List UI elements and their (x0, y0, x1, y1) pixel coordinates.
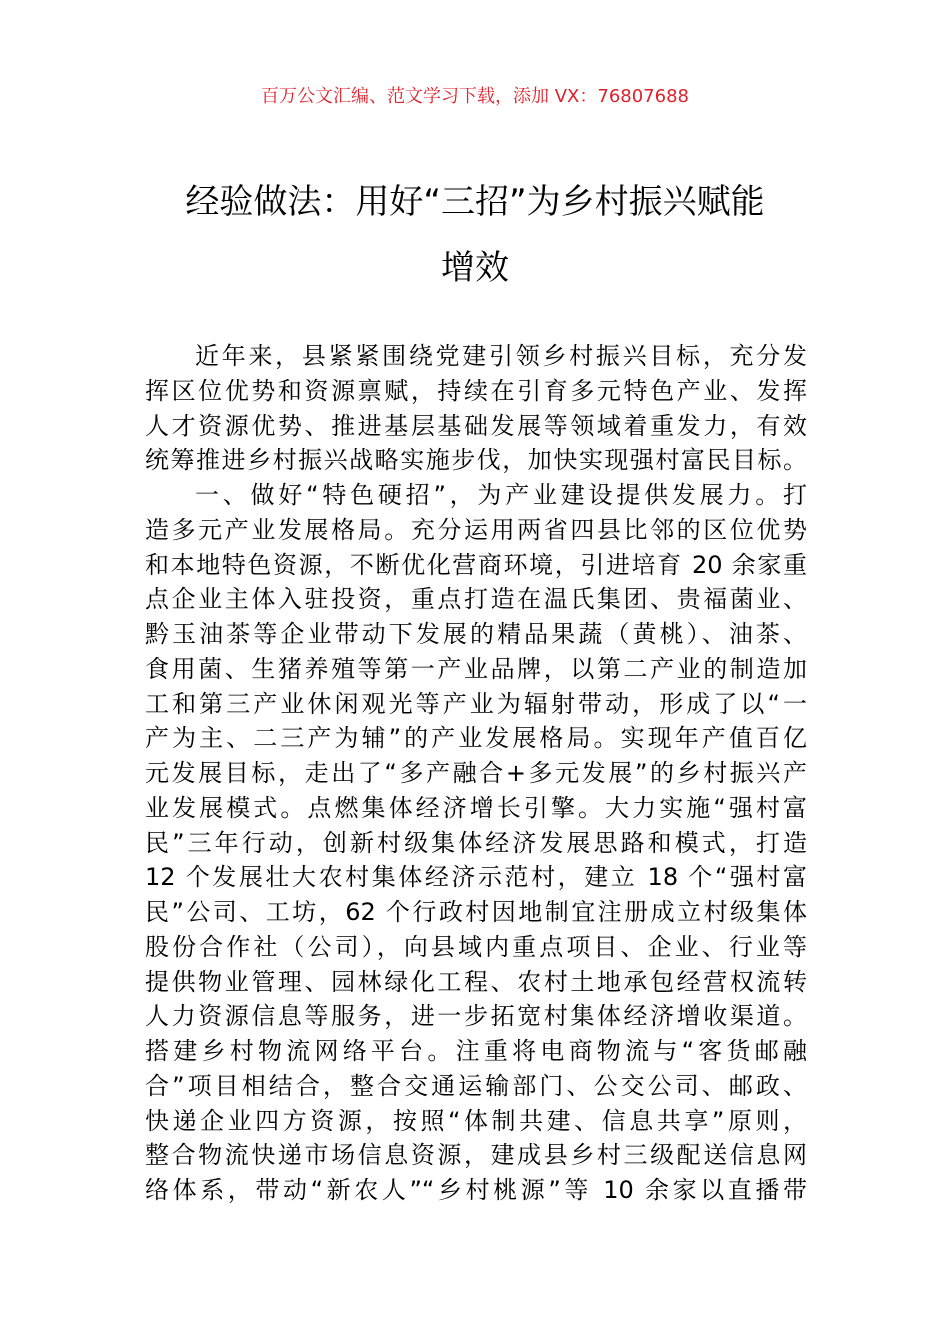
body-text-line: 产为主、二三产为辅”的产业发展格局。实现年产值百亿 (145, 724, 807, 753)
document-title-line-2: 增效 (441, 248, 509, 288)
body-text-line: 快递企业四方资源，按照“体制共建、信息共享”原则， (145, 1106, 807, 1135)
body-text-line: 合”项目相结合，整合交通运输部门、公交公司、邮政、 (145, 1071, 807, 1100)
body-text-line: 人力资源信息等服务，进一步拓宽村集体经济增收渠道。 (145, 1002, 807, 1031)
body-text-line: 元发展目标，走出了“多产融合+多元发展”的乡村振兴产 (145, 759, 807, 787)
body-text-line: 络体系，带动“新农人”“乡村桃源”等 10 余家以直播带 (145, 1176, 807, 1204)
body-text-line: 黔玉油茶等企业带动下发展的精品果蔬（黄桃）、油茶、 (145, 620, 807, 648)
body-text-line: 股份合作社（公司），向县域内重点项目、企业、行业等 (145, 932, 807, 961)
document-body (145, 339, 807, 1208)
document-title-line-1: 经验做法：用好“三招”为乡村振兴赋能 (185, 182, 765, 222)
body-text-line: 提供物业管理、园林绿化工程、农村土地承包经营权流转 (145, 967, 807, 996)
body-text-line: 挥区位优势和资源禀赋，持续在引育多元特色产业、发挥 (145, 376, 807, 405)
body-text-line: 点企业主体入驻投资，重点打造在温氏集团、贵福菌业、 (145, 585, 807, 614)
body-text-line: 搭建乡村物流网络平台。注重将电商物流与“客货邮融 (145, 1037, 807, 1065)
body-text-line: 人才资源优势、推进基层基础发展等领域着重发力，有效 (145, 411, 807, 440)
body-text-line: 一、做好“特色硬招”，为产业建设提供发展力。打 (195, 481, 807, 509)
body-text-line: 业发展模式。点燃集体经济增长引擎。大力实施“强村富 (145, 793, 807, 822)
body-text-line: 工和第三产业休闲观光等产业为辐射带动，形成了以“一 (145, 689, 807, 718)
body-text-line: 民”公司、工坊，62 个行政村因地制宜注册成立村级集体 (145, 898, 807, 926)
body-text-line: 民”三年行动，创新村级集体经济发展思路和模式，打造 (145, 828, 807, 857)
body-text-line: 造多元产业发展格局。充分运用两省四县比邻的区位优势 (145, 515, 807, 544)
body-text-line: 近年来，县紧紧围绕党建引领乡村振兴目标，充分发 (195, 342, 807, 370)
body-text-line: 食用菌、生猪养殖等第一产业品牌，以第二产业的制造加 (145, 654, 807, 683)
body-text-line: 12 个发展壮大农村集体经济示范村，建立 18 个“强村富 (145, 863, 807, 892)
body-text-line: 和本地特色资源，不断优化营商环境，引进培育 20 余家重 (145, 550, 807, 579)
body-text-line: 整合物流快递市场信息资源，建成县乡村三级配送信息网 (145, 1141, 807, 1170)
body-text-line: 统筹推进乡村振兴战略实施步伐，加快实现强村富民目标。 (145, 446, 807, 475)
watermark-header: 百万公文汇编、范文学习下载，添加 VX：76807688 (261, 86, 689, 107)
